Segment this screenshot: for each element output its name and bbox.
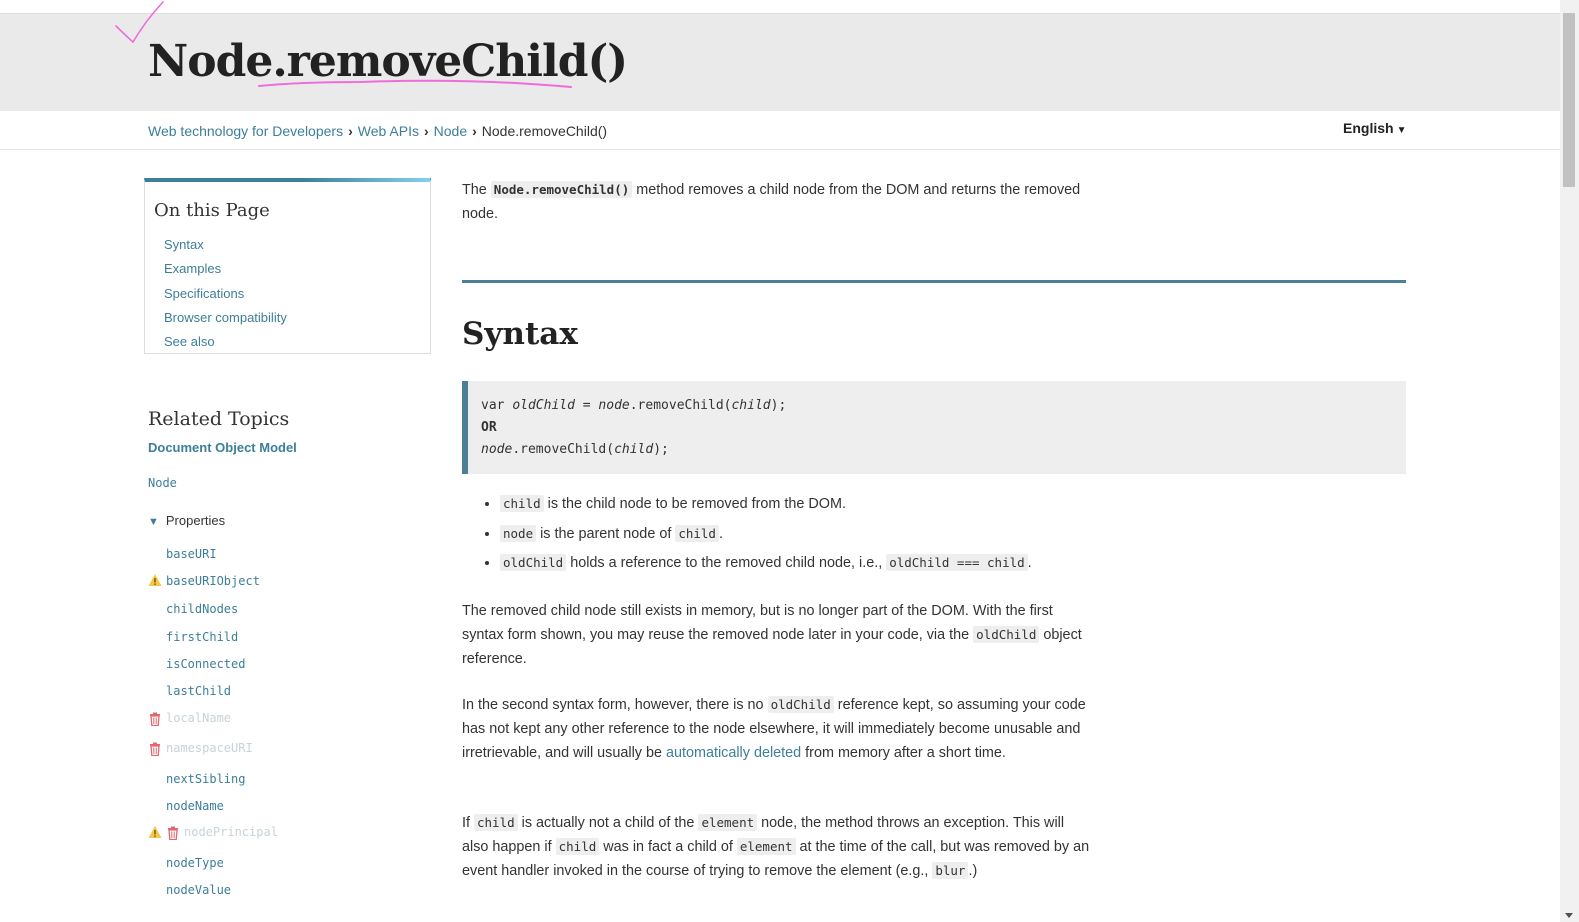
property-link-baseuriobject[interactable]: baseURIObject <box>166 574 260 588</box>
property-link-localname[interactable]: localName <box>166 711 232 725</box>
sidebar-link-node[interactable]: Node <box>148 476 177 490</box>
vertical-scrollbar[interactable] <box>1560 0 1579 922</box>
paragraph-text: The removed child node still exists in memory, but is no longer part of the DOM. With the first syntax form shown, you may reuse the removed node later in your code, via the <box>462 603 1053 643</box>
breadcrumb-link-node[interactable]: Node <box>433 123 468 139</box>
related-topics-heading: Related Topics <box>148 408 290 430</box>
inline-code: element <box>698 814 757 831</box>
code-line-1 <box>481 395 1406 417</box>
property-link-nodetype[interactable]: nodeType <box>166 856 224 870</box>
trash-icon <box>148 712 162 726</box>
code-line-3 <box>481 439 1406 461</box>
toc-item-syntax[interactable]: Syntax <box>164 237 204 252</box>
toc-heading: On this Page <box>154 200 270 221</box>
triangle-down-icon: ▼ <box>148 516 159 528</box>
toc-item-examples[interactable]: Examples <box>164 261 222 277</box>
trash-icon <box>148 742 162 756</box>
code-token: node <box>481 442 513 457</box>
breadcrumb-separator: › <box>472 123 477 139</box>
breadcrumb <box>148 123 607 139</box>
intro-text: The <box>462 182 491 198</box>
inline-code: oldChild === child <box>886 554 1027 571</box>
list-text: . <box>718 525 723 542</box>
code-token: .removeChild( <box>629 398 732 413</box>
list-text: is the child node to be removed from the DOM. <box>543 496 846 512</box>
property-link-namespaceuri[interactable]: namespaceURI <box>166 741 253 755</box>
property-link-firstchild[interactable]: firstChild <box>166 630 239 644</box>
property-link-childnodes[interactable]: childNodes <box>166 602 239 616</box>
paragraph-text: .) <box>968 863 978 879</box>
page-title: Node.removeChild() <box>148 36 628 87</box>
inline-code: child <box>500 495 544 512</box>
code-token: node <box>598 398 630 413</box>
inline-code: oldChild <box>973 626 1039 643</box>
list-item <box>500 522 1032 552</box>
on-this-page-box <box>144 178 431 354</box>
paragraph-second-syntax <box>462 693 1092 765</box>
paragraph-text: If <box>462 815 474 831</box>
list-text: is the parent node of <box>536 525 676 542</box>
list-text: holds a reference to the removed child node, i.e., <box>566 555 887 571</box>
syntax-code-block <box>462 381 1406 474</box>
title-bar <box>0 13 1560 112</box>
paragraph-text: In the second syntax form, however, there is no <box>462 697 768 713</box>
toc-item-browser-compatibility[interactable]: Browser compatibility <box>164 309 287 325</box>
code-token: ); <box>653 442 669 457</box>
intro-paragraph <box>462 178 1092 226</box>
inline-code: child <box>474 814 518 831</box>
code-token: .removeChild( <box>512 442 615 457</box>
breadcrumb-separator: › <box>348 123 353 139</box>
section-divider <box>462 280 1406 283</box>
warning-icon <box>148 573 162 587</box>
breadcrumb-separator: › <box>423 123 429 139</box>
trash-icon <box>166 826 180 840</box>
top-strip <box>0 0 1560 13</box>
toc-item-specifications[interactable]: Specifications <box>164 285 245 301</box>
inline-code: child <box>675 525 719 542</box>
breadcrumb-link-web-technology[interactable]: Web technology for Developers <box>148 123 344 139</box>
code-token: child <box>731 398 771 413</box>
breadcrumbs-bar <box>0 111 1560 150</box>
scrollbar-thumb[interactable] <box>1563 13 1575 187</box>
properties-label: Properties <box>165 513 226 528</box>
breadcrumb-current: Node.removeChild() <box>481 123 608 139</box>
property-link-nodevalue[interactable]: nodeValue <box>166 883 232 897</box>
inline-code: node <box>500 525 536 542</box>
code-token: ); <box>770 398 787 413</box>
paragraph-text: from memory after a short time. <box>801 745 1006 761</box>
language-selector[interactable] <box>1343 120 1406 136</box>
property-link-nodename[interactable]: nodeName <box>166 799 224 813</box>
paragraph-text: object reference. <box>462 627 1082 667</box>
inline-code: oldChild <box>768 696 834 713</box>
list-item <box>500 492 1032 522</box>
code-token: child <box>614 442 654 457</box>
scroll-down-arrow-icon[interactable] <box>1565 913 1573 918</box>
code-token: oldChild <box>512 398 575 413</box>
code-token: = <box>574 398 599 413</box>
list-item <box>500 551 1032 581</box>
properties-toggle[interactable] <box>148 513 225 528</box>
parameter-list <box>462 492 1032 581</box>
paragraph-text: at the time of the call, but was removed by an event handler invoked in the course of trying to remove the element (e.g., <box>462 839 1090 879</box>
warning-icon <box>148 825 162 839</box>
intro-code: Node.removeChild() <box>491 181 632 198</box>
syntax-heading: Syntax <box>462 316 578 352</box>
code-token: var <box>481 398 513 413</box>
property-link-nextsibling[interactable]: nextSibling <box>166 772 246 786</box>
paragraph-memory <box>462 599 1092 671</box>
breadcrumb-link-web-apis[interactable]: Web APIs <box>357 123 419 139</box>
paragraph-text: node, the method throws an exception. This will also happen if <box>462 815 1065 855</box>
paragraph-text: is actually not a child of the <box>517 815 699 831</box>
toc-item-see-also[interactable]: See also <box>164 334 215 350</box>
paragraph-exception <box>462 811 1092 883</box>
automatically-deleted-link[interactable]: automatically deleted <box>665 745 802 761</box>
property-link-lastchild[interactable]: lastChild <box>166 684 232 698</box>
inline-code: element <box>737 838 796 855</box>
paragraph-text: was in fact a child of <box>599 839 737 855</box>
inline-code: oldChild <box>500 554 566 571</box>
inline-code: blur <box>932 862 968 879</box>
paragraph-text: reference kept, so assuming your code has not kept any other reference to the node elsewhere, it will immediately become unusable and irretrievable, and will usually be <box>462 697 1086 761</box>
code-line-2: OR <box>481 420 497 435</box>
list-text: . <box>1027 555 1032 571</box>
related-link-dom[interactable]: Document Object Model <box>148 440 297 455</box>
toc-list <box>164 237 287 358</box>
property-link-isconnected[interactable]: isConnected <box>166 657 246 671</box>
property-link-nodeprincipal[interactable]: nodePrincipal <box>184 825 278 839</box>
caret-down-icon: ▼ <box>1396 125 1407 136</box>
intro-text-end: method removes a child node from the DOM and returns the removed node. <box>462 182 1081 222</box>
inline-code: child <box>556 838 600 855</box>
language-label: English <box>1343 120 1394 136</box>
property-link-baseuri[interactable]: baseURI <box>166 547 217 561</box>
